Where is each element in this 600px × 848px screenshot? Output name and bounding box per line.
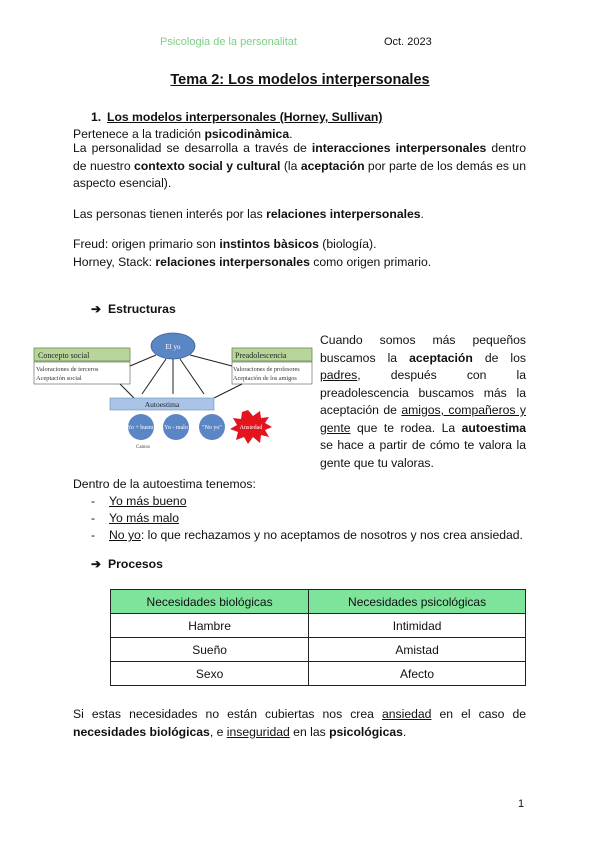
header-subject: Psicologia de la personalitat xyxy=(160,36,297,48)
table-cell: Amistad xyxy=(309,638,526,662)
right-item-2: Aceptación de los amigos xyxy=(233,375,297,382)
table-row xyxy=(111,638,526,662)
paragraph-tradition: Pertenece a la tradición psicodinàmica. xyxy=(73,127,293,141)
structures-heading: ➔ Estructuras xyxy=(91,302,176,316)
diagram-caption: Camos xyxy=(136,445,150,450)
table-cell: Hambre xyxy=(111,614,309,638)
table-row xyxy=(111,614,526,638)
page-number: 1 xyxy=(518,798,525,810)
arrow-right-icon: ➔ xyxy=(91,302,102,316)
list-item: - Yo más bueno xyxy=(91,494,187,508)
paragraph-freud: Freud: origen primario son instintos bàsicos (biología). xyxy=(73,237,377,251)
needs-table xyxy=(110,589,526,686)
circle-label-1: Yo + bueno xyxy=(127,425,155,431)
autoestima-diagram xyxy=(30,326,314,454)
left-item-2: Aceptación social xyxy=(36,375,82,382)
paragraph-horney: Horney, Stack: relaciones interpersonales como origen primario. xyxy=(73,255,432,269)
section-number: 1. xyxy=(91,110,102,124)
burst-label: Ansiedad xyxy=(239,425,263,431)
paragraph-final: Si estas necesidades no están cubiertas nos crea ansiedad en el caso de necesidades biológicas, e inseguridad en las psicológicas. xyxy=(73,707,527,739)
yo-label: El yo xyxy=(165,343,181,351)
table-row xyxy=(111,662,526,686)
page-title: Tema 2: Los modelos interpersonales xyxy=(170,72,430,88)
processes-heading: ➔ Procesos xyxy=(91,557,163,571)
table-cell: Sueño xyxy=(111,638,309,662)
section-title: Los modelos interpersonales (Horney, Sullivan) xyxy=(107,110,383,124)
right-item-1: Valoraciones de profesores xyxy=(233,366,300,373)
header-biological: Necesidades biológicas xyxy=(111,590,309,614)
paragraph-interest: Las personas tienen interés por las relaciones interpersonales. xyxy=(73,207,424,221)
diagram-arrows xyxy=(120,355,242,398)
section-heading xyxy=(91,110,382,124)
autoestima-intro: Dentro de la autoestima tenemos: xyxy=(73,477,256,491)
autoestima-label: Autoestima xyxy=(144,400,180,409)
autoestima-list xyxy=(91,493,523,544)
arrow-right-icon: ➔ xyxy=(91,557,102,571)
list-item: - Yo más malo xyxy=(91,511,179,525)
concepto-social-label: Concepto social xyxy=(38,351,90,360)
header-psychological: Necesidades psicológicas xyxy=(309,590,526,614)
list-item: - No yo: lo que rechazamos y no aceptamos de nosotros y nos crea ansiedad. xyxy=(91,528,523,542)
circle-label-3: "No yo" xyxy=(202,425,222,431)
table-cell: Sexo xyxy=(111,662,309,686)
table-header-row xyxy=(111,590,526,614)
preadolescencia-label: Preadolescencia xyxy=(235,351,287,360)
circle-label-2: Yo - malo xyxy=(164,425,188,431)
left-item-1: Valoraciones de terceros xyxy=(36,366,99,373)
table-cell: Afecto xyxy=(309,662,526,686)
header-date: Oct. 2023 xyxy=(384,36,432,48)
table-cell: Intimidad xyxy=(309,614,526,638)
structures-paragraph: Cuando somos más pequeños buscamos la aceptación de los padres, después con la preadolescencia buscamos más la aceptación de amigos, compañeros y gente que te rodea. La autoestima se hace a partir de cómo te valora la gente que tu valoras. xyxy=(320,333,527,470)
paragraph-development: La personalidad se desarrolla a través de interacciones interpersonales dentro de nuestro contexto social y cultural (la aceptación por parte de los demás es un aspecto esencial). xyxy=(73,141,526,190)
